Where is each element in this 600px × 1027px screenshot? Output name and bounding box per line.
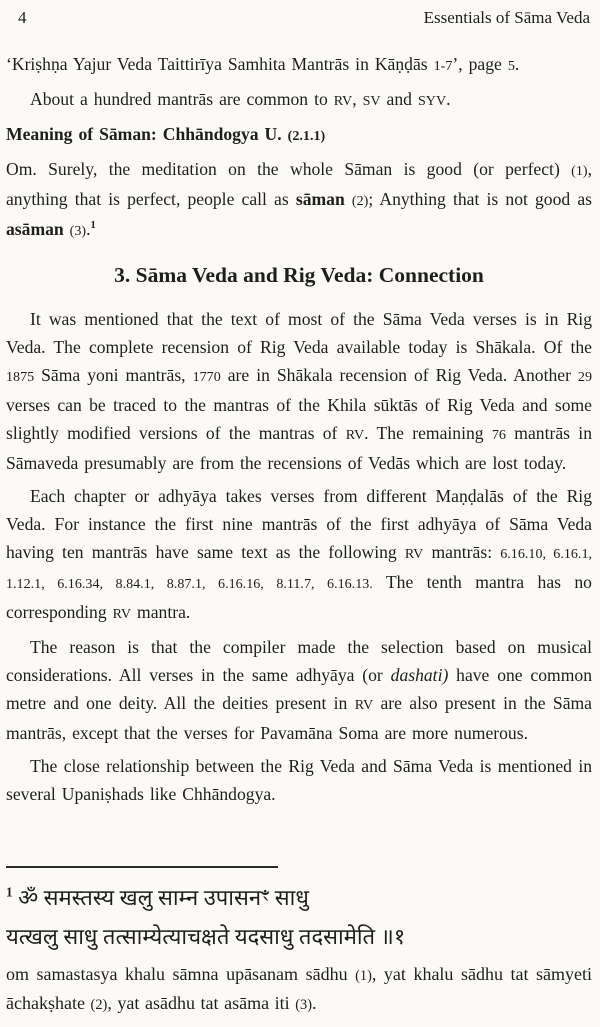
footnote-transliteration: om samastasya khalu sāmna upāsanam sādhu (1), yat khalu sādhu tat sāmyeti āchakṣhate (2), yat asādhu tat asāma iti (3).: [6, 964, 592, 1013]
subsection-heading-meaning-of-saman: Meaning of Sāman: Chhāndogya U. (2.1.1): [6, 124, 326, 144]
footnote: [6, 866, 592, 1021]
running-title: Essentials of Sāma Veda: [423, 8, 590, 27]
paragraph-the-reason: The reason is that the compiler made the selection based on musical considerations. All verses in the same adhyāya (or dashati) have one common metre and one deity. All the deities present in RV are also present in the Sāma mantrās, except that the verses for Pavamāna Soma are more numerous.: [6, 637, 592, 743]
paragraph-it-was-mentioned: It was mentioned that the text of most of the Sāma Veda verses is in Rig Veda. The complete recension of Rig Veda available today is Shākala. Of the 1875 Sāma yoni mantrās, 1770 are in Shākala recension of Rig Veda. Another 29 verses can be traced to the mantras of the Khila sūktās of Rig Veda and some slightly modified versions of the mantras of RV. The remaining 76 mantrās in Sāmaveda presumably are from the recensions of Vedās which are lost today.: [6, 309, 592, 473]
section-heading-sama-rig-connection: 3. Sāma Veda and Rig Veda: Connection: [114, 263, 484, 287]
running-head: [6, 8, 592, 28]
footnote-divider: [6, 866, 278, 868]
page-number: 4: [18, 8, 27, 27]
body-text: [6, 50, 592, 813]
footnote-devanagari-line-1: $^1$ ॐ समस्तस्य खलु साम्न उपासनꣳ साधु: [6, 884, 309, 910]
paragraph-om-surely: Om. Surely, the meditation on the whole Sāman is good (or perfect) (1), anything that is perfect, people call as sāman (2); Anything that is not good as asāman (3).$^1$: [6, 159, 592, 239]
paragraph-each-chapter: Each chapter or adhyāya takes verses from different Maṇḍalās of the Rig Veda. For instance the first nine mantrās of the first adhyāya of Sāma Veda having ten mantrās have same text as the following RV mantrās: 6.16.10, 6.16.1, 1.12.1, 6.16.34, 8.84.1, 8.87.1, 6.16.16, 8.11.7, 6.16.13. The tenth mantra has no corresponding RV mantra.: [6, 486, 593, 622]
footnote-devanagari-line-2: यत्खलु साधु तत्साम्येत्याचक्षते यदसाधु तदसामेति ॥१: [6, 924, 406, 949]
paragraph-common-mantras: About a hundred mantrās are common to RV, SV and SYV.: [30, 89, 451, 109]
paragraph-close-relationship: The close relationship between the Rig Veda and Sāma Veda is mentioned in several Upaniṣhads like Chhāndogya.: [6, 756, 592, 804]
paragraph-kanda-mantras: ‘Kriṣhṇa Yajur Veda Taittirīya Samhita Mantrās in Kāṇḍās 1-7’, page 5.: [6, 54, 520, 74]
